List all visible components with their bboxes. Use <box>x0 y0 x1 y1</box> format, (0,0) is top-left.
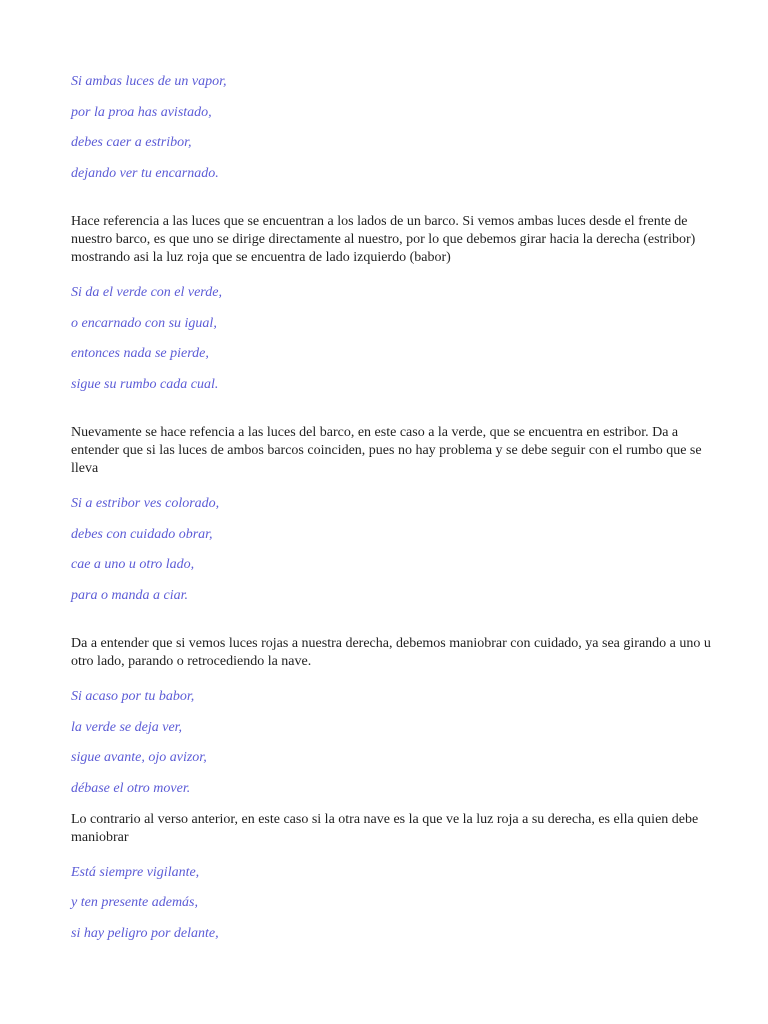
verse-line: Si da el verde con el verde, <box>71 285 222 300</box>
verse-line: sigue avante, ojo avizor, <box>71 750 207 765</box>
explanation-paragraph: Lo contrario al verso anterior, en este caso si la otra nave es la que ve la luz roja a su derecha, es ella quien debe maniobrar <box>71 812 699 845</box>
verse-line: para o manda a ciar. <box>71 588 189 603</box>
verse-line: debes caer a estribor, <box>71 135 192 150</box>
verse-line: entonces nada se pierde, <box>71 346 209 361</box>
verse-line: la verde se deja ver, <box>71 720 183 735</box>
verse-line: y ten presente además, <box>71 895 198 910</box>
verse-line: dejando ver tu encarnado. <box>71 166 219 181</box>
explanation-paragraph: Nuevamente se hace refencia a las luces del barco, en este caso a la verde, que se encuentra en estribor. Da a entender que si las luces de ambos barcos coinciden, pues no hay problema y se debe seguir con el rumbo que se lleva <box>71 425 702 476</box>
verse-line: debes con cuidado obrar, <box>71 527 213 542</box>
verse-line: débase el otro mover. <box>71 781 191 796</box>
verse-line: o encarnado con su igual, <box>71 316 217 331</box>
verse-line: Si a estribor ves colorado, <box>71 496 220 511</box>
explanation-paragraph: Da a entender que si vemos luces rojas a nuestra derecha, debemos maniobrar con cuidado, ya sea girando a uno u otro lado, parando o retrocediendo la nave. <box>71 636 711 669</box>
verse-line: cae a uno u otro lado, <box>71 557 195 572</box>
verse-line: sigue su rumbo cada cual. <box>71 377 219 392</box>
verse-line: si hay peligro por delante, <box>71 926 219 941</box>
verse-line: Está siempre vigilante, <box>71 865 200 880</box>
verse-line: por la proa has avistado, <box>71 105 212 120</box>
explanation-paragraph: Hace referencia a las luces que se encuentran a los lados de un barco. Si vemos ambas luces desde el frente de nuestro barco, es que uno se dirige directamente al nuestro, por lo que debemos girar hacia la derecha (estribor) mostrando asi la luz roja que se encuentra de lado izquierdo (babor) <box>71 214 696 265</box>
verse-line: Si acaso por tu babor, <box>71 689 195 704</box>
verse-line: Si ambas luces de un vapor, <box>71 74 227 89</box>
